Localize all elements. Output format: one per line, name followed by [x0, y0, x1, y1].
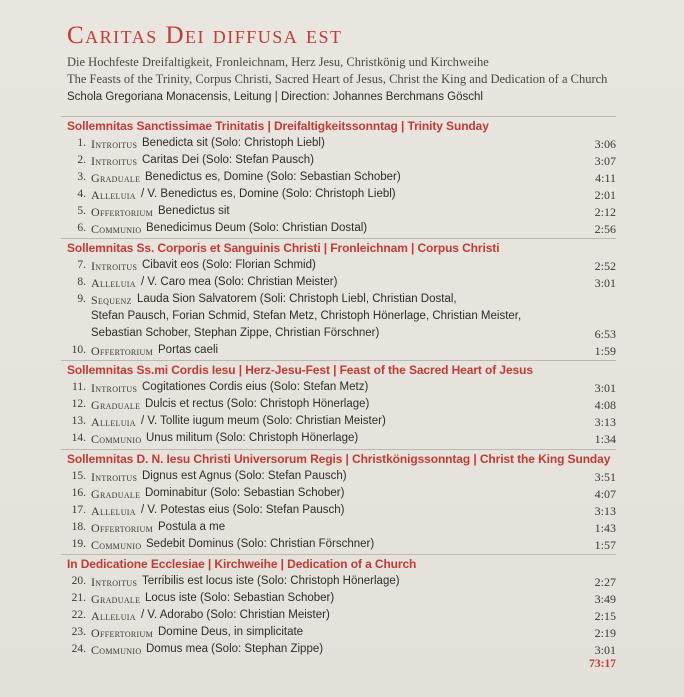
track-genre: Alleluia	[91, 187, 136, 202]
track-duration: 2:56	[594, 221, 616, 236]
track-title: / V. Benedictus es, Domine (Solo: Christoph Liebl)	[141, 187, 396, 200]
track-row	[60, 504, 616, 521]
track-row	[60, 626, 616, 643]
track-number: 21.	[71, 591, 86, 604]
track-genre: Alleluia	[91, 608, 136, 623]
track-number: 23.	[71, 625, 86, 638]
track-number: 14.	[71, 431, 86, 444]
track-title: Benedicimus Deum (Solo: Christian Dostal)	[146, 221, 368, 234]
track-duration: 6:53	[594, 326, 616, 341]
track-row	[60, 470, 616, 487]
track-row	[60, 592, 616, 609]
track-genre: Graduale	[91, 397, 141, 412]
track-number: 24.	[71, 642, 86, 655]
track-duration: 1:59	[594, 343, 616, 358]
track-row	[60, 381, 616, 398]
track-genre: Graduale	[91, 170, 141, 185]
track-title: / V. Tollite iugum meum (Solo: Christian Meister)	[141, 414, 386, 427]
track-genre: Offertorium	[91, 520, 154, 535]
track-number: 8.	[77, 275, 86, 288]
track-row	[60, 575, 616, 592]
section-heading: Sollemnitas D. N. Iesu Christi Universorum Regis | Christkönigssonntag | Christ the King Sunday	[67, 452, 611, 466]
section-divider	[61, 449, 616, 450]
track-title-continued: Sebastian Schober, Stephan Zippe, Christian Förschner)	[91, 326, 380, 339]
track-genre: Alleluia	[91, 503, 136, 518]
track-genre: Introitus	[91, 137, 138, 151]
track-number: 22.	[71, 608, 86, 621]
track-number: 4.	[77, 187, 86, 200]
track-duration: 4:08	[594, 397, 616, 412]
section-divider	[61, 116, 616, 117]
track-title: Cibavit eos (Solo: Florian Schmid)	[142, 259, 316, 271]
track-genre: Alleluia	[91, 414, 136, 429]
track-number: 2.	[77, 153, 86, 166]
track-duration: 3:51	[594, 470, 616, 484]
track-title: Lauda Sion Salvatorem (Soli: Christoph Liebl, Christian Dostal,	[137, 292, 457, 305]
track-duration: 3:01	[594, 642, 616, 657]
section-heading: Sollemnitas Ss. Corporis et Sanguinis Christi | Fronleichnam | Corpus Christi	[67, 241, 500, 255]
track-duration: 1:34	[594, 431, 616, 446]
track-number: 7.	[77, 259, 86, 271]
track-row	[60, 154, 616, 171]
track-genre: Communio	[91, 221, 142, 236]
track-duration: 4:07	[594, 486, 616, 501]
track-row	[60, 222, 616, 239]
track-number: 5.	[77, 204, 86, 217]
total-duration: 73:17	[589, 658, 616, 670]
track-title: Benedictus es, Domine (Solo: Sebastian Schober)	[145, 170, 401, 183]
track-number: 1.	[77, 137, 86, 149]
track-title: Benedicta sit (Solo: Christoph Liebl)	[142, 137, 325, 149]
track-duration: 2:12	[594, 204, 616, 219]
track-row	[60, 415, 616, 432]
track-genre: Alleluia	[91, 275, 136, 290]
track-duration: 3:13	[594, 503, 616, 518]
track-row	[60, 293, 616, 310]
track-row	[60, 171, 616, 188]
track-genre: Communio	[91, 642, 142, 657]
track-title: Caritas Dei (Solo: Stefan Pausch)	[142, 153, 314, 166]
track-number: 10.	[71, 343, 86, 356]
track-number: 17.	[71, 503, 86, 516]
track-row	[60, 188, 616, 205]
track-title: Locus iste (Solo: Sebastian Schober)	[145, 591, 335, 604]
track-row	[60, 432, 616, 449]
track-duration: 1:57	[594, 537, 616, 552]
track-duration: 3:49	[594, 591, 616, 606]
track-row	[60, 643, 616, 660]
track-title: Dominabitur (Solo: Sebastian Schober)	[145, 486, 345, 499]
track-duration: 3:13	[594, 414, 616, 429]
track-duration: 2:15	[594, 608, 616, 623]
credits: Schola Gregoriana Monacensis, Leitung | Direction: Johannes Berchmans Göschl	[67, 91, 483, 103]
section-heading: Sollemnitas Sanctissimae Trinitatis | Dreifaltigkeitssonntag | Trinity Sunday	[67, 119, 489, 133]
track-row-continued	[60, 327, 616, 344]
track-number: 11.	[72, 381, 86, 393]
track-duration: 2:27	[594, 575, 616, 589]
track-title: Portas caeli	[158, 343, 219, 356]
track-title: Domus mea (Solo: Stephan Zippe)	[146, 642, 324, 655]
track-duration: 2:01	[594, 187, 616, 202]
track-title: Domine Deus, in simplicitate	[158, 625, 304, 638]
track-row-continued	[60, 310, 616, 327]
section-heading: Sollemnitas Ss.mi Cordis Iesu | Herz-Jesu-Fest | Feast of the Sacred Heart of Jesus	[67, 363, 533, 377]
track-genre: Offertorium	[91, 343, 154, 358]
track-number: 16.	[71, 486, 86, 499]
track-genre: Introitus	[91, 381, 138, 395]
track-row	[60, 398, 616, 415]
track-number: 15.	[71, 470, 86, 482]
subtitle-german: Die Hochfeste Dreifaltigkeit, Fronleichnam, Herz Jesu, Christkönig und Kirchweihe	[67, 55, 489, 69]
track-title: Unus militum (Solo: Christoph Hönerlage)	[146, 431, 359, 444]
track-genre: Introitus	[91, 575, 138, 589]
track-duration: 3:01	[594, 381, 616, 395]
track-row	[60, 259, 616, 276]
section-heading: In Dedicatione Ecclesiae | Kirchweihe | Dedication of a Church	[67, 557, 417, 571]
track-number: 18.	[71, 520, 86, 533]
track-title: Cogitationes Cordis eius (Solo: Stefan Metz)	[142, 381, 369, 393]
track-genre: Offertorium	[91, 204, 154, 219]
track-number: 20.	[71, 575, 86, 587]
track-number: 3.	[77, 170, 86, 183]
track-row	[60, 344, 616, 361]
track-title: / V. Potestas eius (Solo: Stefan Pausch)	[141, 503, 345, 516]
track-title: / V. Adorabo (Solo: Christian Meister)	[141, 608, 330, 621]
track-duration: 3:01	[594, 275, 616, 290]
track-title: Benedictus sit	[158, 204, 230, 217]
track-number: 9.	[77, 292, 86, 305]
track-genre: Graduale	[91, 486, 141, 501]
subtitle-english: The Feasts of the Trinity, Corpus Christi, Sacred Heart of Jesus, Christ the King and Dedication of a Church	[67, 72, 608, 86]
track-row	[60, 538, 616, 555]
track-genre: Offertorium	[91, 625, 154, 640]
track-title: Terribilis est locus iste (Solo: Christoph Hönerlage)	[142, 575, 400, 587]
track-row	[60, 205, 616, 222]
track-number: 6.	[77, 221, 86, 234]
track-duration: 3:07	[594, 153, 616, 168]
track-genre: Communio	[91, 537, 142, 552]
track-row	[60, 137, 616, 154]
section-divider	[61, 238, 616, 239]
track-number: 12.	[71, 397, 86, 410]
track-title-continued: Stefan Pausch, Forian Schmid, Stefan Metz, Christoph Hönerlage, Christian Meister,	[91, 309, 522, 322]
album-title: Caritas Dei diffusa est	[67, 22, 343, 49]
track-genre: Introitus	[91, 153, 138, 168]
track-genre: Sequenz	[91, 292, 132, 307]
track-duration: 3:06	[594, 137, 616, 151]
track-title: Postula a me	[158, 520, 226, 533]
track-genre: Communio	[91, 431, 142, 446]
track-genre: Introitus	[91, 470, 138, 484]
section-divider	[61, 360, 616, 361]
track-row	[60, 276, 616, 293]
track-duration: 2:52	[594, 259, 616, 273]
track-title: / V. Caro mea (Solo: Christian Meister)	[141, 275, 338, 288]
track-title: Dignus est Agnus (Solo: Stefan Pausch)	[142, 470, 347, 482]
track-row	[60, 609, 616, 626]
track-row	[60, 487, 616, 504]
track-number: 13.	[71, 414, 86, 427]
track-genre: Graduale	[91, 591, 141, 606]
track-duration: 1:43	[594, 520, 616, 535]
track-number: 19.	[71, 537, 86, 550]
track-duration: 2:19	[594, 625, 616, 640]
track-genre: Introitus	[91, 259, 138, 273]
track-title: Dulcis et rectus (Solo: Christoph Hönerlage)	[145, 397, 370, 410]
track-duration: 4:11	[595, 170, 616, 185]
track-row	[60, 521, 616, 538]
track-title: Sedebit Dominus (Solo: Christian Förschner)	[146, 537, 375, 550]
section-divider	[61, 554, 616, 555]
